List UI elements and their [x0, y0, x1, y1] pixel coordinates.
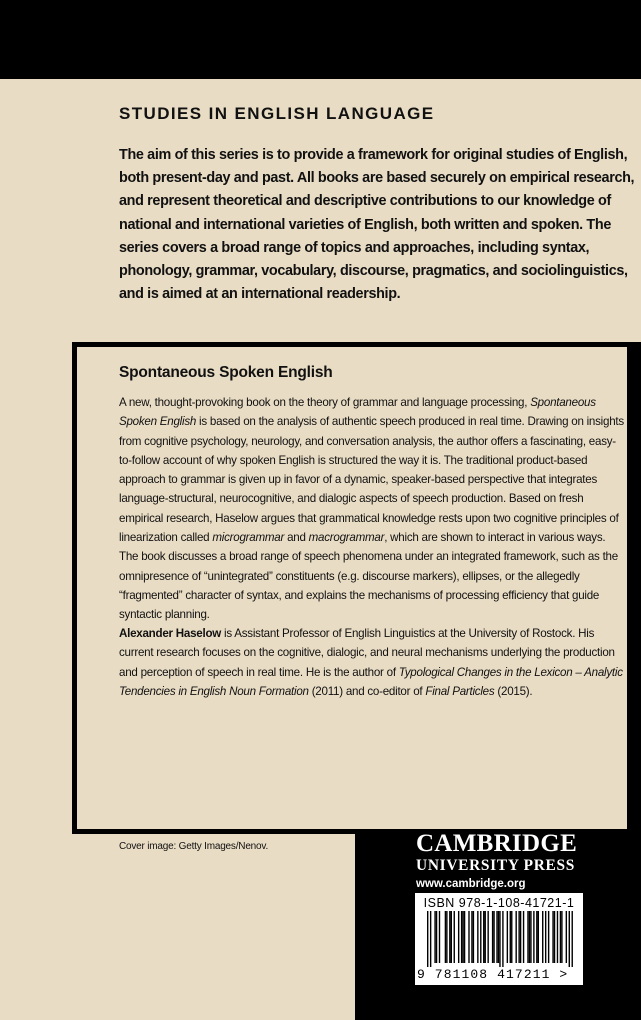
- barcode-bar: [552, 911, 553, 963]
- barcode-bar: [483, 911, 484, 963]
- barcode-bar: [538, 911, 539, 963]
- barcode-bar: [548, 911, 549, 963]
- barcode-bar: [511, 911, 512, 963]
- barcode-bar: [454, 911, 455, 963]
- barcode-bar: [527, 911, 528, 963]
- author-name: Alexander Haselow: [119, 627, 222, 640]
- barcode-bar: [542, 911, 543, 963]
- barcode-bar: [430, 911, 431, 967]
- barcode-bar: [507, 911, 508, 963]
- barcode-bar: [471, 911, 472, 963]
- publisher-press: UNIVERSITY PRESS: [416, 857, 576, 874]
- desc-macrogrammar: macrogrammar: [308, 531, 385, 545]
- desc-title-italic: Spontaneous Spoken English: [119, 396, 596, 429]
- barcode-bar: [449, 911, 450, 963]
- barcode-bar: [427, 911, 428, 967]
- desc-text-1: A new, thought-provoking book on the theory of grammar and language processing,: [119, 396, 531, 409]
- barcode-bar: [566, 911, 567, 963]
- barcode-bar: [560, 911, 561, 963]
- barcode-bar: [502, 911, 503, 967]
- bio-book-title: Typological Changes in the Lexicon – Analytic Tendencies in English Noun Formation: [119, 665, 623, 698]
- barcode-bar: [480, 911, 481, 963]
- bio-coedited-title: Final Particles: [425, 684, 495, 698]
- barcode-icon: [427, 911, 573, 967]
- barcode-bar: [461, 911, 462, 963]
- barcode-bar: [434, 911, 435, 963]
- desc-microgrammar: microgrammar: [212, 531, 285, 545]
- barcode-bar: [498, 911, 499, 963]
- barcode-bar: [518, 911, 519, 963]
- barcode-bar: [515, 911, 516, 963]
- barcode-bar: [572, 911, 573, 967]
- barcode-bar: [545, 911, 546, 963]
- barcode-bar: [464, 911, 465, 963]
- barcode-bar: [569, 911, 570, 967]
- desc-text-2: is based on the analysis of authentic speech produced in real time. Drawing on insights from cognitive psychology, neurology, and conversation analysis, the author offers a fascinating, easy-to-follow account of why spoken English is structured the way it is. The traditional product-based approach to grammar is given up in favor of a dynamic, speaker-based perspective that integrates language-structural, neurocognitive, and dialogic aspects of speech production. Based on fresh empirical research, Haselow argues that grammatical knowledge rests upon two cognitive principles of linearization called: [119, 415, 624, 545]
- barcode-bar: [451, 911, 452, 963]
- barcode-bar: [533, 911, 534, 963]
- barcode-bar: [561, 911, 562, 963]
- series-title: STUDIES IN ENGLISH LANGUAGE: [119, 104, 435, 123]
- barcode-bar: [530, 911, 531, 963]
- barcode-bar: [536, 911, 537, 963]
- desc-text-4: , which are shown to interact in various ways. The book discusses a broad range of speech phenomena under an integrated framework, such as the omnipresence of “unintegrated” constituents (e.g. discourse markers), ellipses, or the allegedly “fragmented” character of syntax, and explains the mechanisms of processing efficiency that guide syntactic planning.: [119, 531, 618, 622]
- barcode-bar: [557, 911, 558, 963]
- bio-text-1: is Assistant Professor of English Linguistics at the University of Rostock. His current research focuses on the cognitive, dialogic, and neural mechanisms underlying the production and perception of speech in real time. He is the author of: [119, 627, 615, 679]
- series-description: The aim of this series is to provide a framework for original studies of English, both present-day and past. All books are based securely on empirical research, and represent theoretical and descriptive contributions to our knowledge of national and international varieties of English, both written and spoken. The series covers a broad range of topics and approaches, including syntax, phonology, grammar, vocabulary, discourse, pragmatics, and sociolinguistics, and is aimed at an international readership.: [119, 147, 635, 303]
- barcode-bar: [520, 911, 521, 963]
- barcode-bar: [496, 911, 497, 963]
- barcode-bar: [445, 911, 446, 963]
- desc-text-3: and: [284, 531, 309, 545]
- isbn-label: ISBN 978-1-108-41721-1: [423, 896, 575, 910]
- top-black-band: [0, 0, 641, 79]
- barcode-bar: [510, 911, 511, 963]
- barcode-bar: [529, 911, 530, 963]
- barcode-bar: [439, 911, 440, 963]
- barcode-bar: [493, 911, 494, 963]
- barcode-bar: [485, 911, 486, 963]
- barcode-bar: [499, 911, 500, 967]
- cover-credit: Cover image: Getty Images/Nenov.: [119, 841, 269, 852]
- barcode-digits: 9 781108 417211 >: [417, 967, 569, 982]
- barcode-bar: [468, 911, 469, 963]
- barcode-bar: [446, 911, 447, 963]
- barcode-bar: [436, 911, 437, 963]
- barcode-bar: [458, 911, 459, 963]
- bio-text-2: (2011) and co-editor of: [308, 684, 426, 698]
- barcode-box: [415, 893, 583, 985]
- book-description: [119, 393, 627, 625]
- barcode-bar: [523, 911, 524, 963]
- publisher-name: CAMBRIDGE: [416, 830, 578, 857]
- bio-text-3: (2015).: [494, 684, 533, 698]
- barcode-bar: [554, 911, 555, 963]
- barcode-bar: [492, 911, 493, 963]
- book-title: Spontaneous Spoken English: [119, 364, 333, 381]
- publisher-url: www.cambridge.org: [416, 878, 526, 890]
- barcode-bar: [477, 911, 478, 963]
- barcode-bar: [462, 911, 463, 963]
- barcode-bar: [473, 911, 474, 963]
- barcode-bar: [487, 911, 488, 963]
- author-bio: [119, 624, 627, 701]
